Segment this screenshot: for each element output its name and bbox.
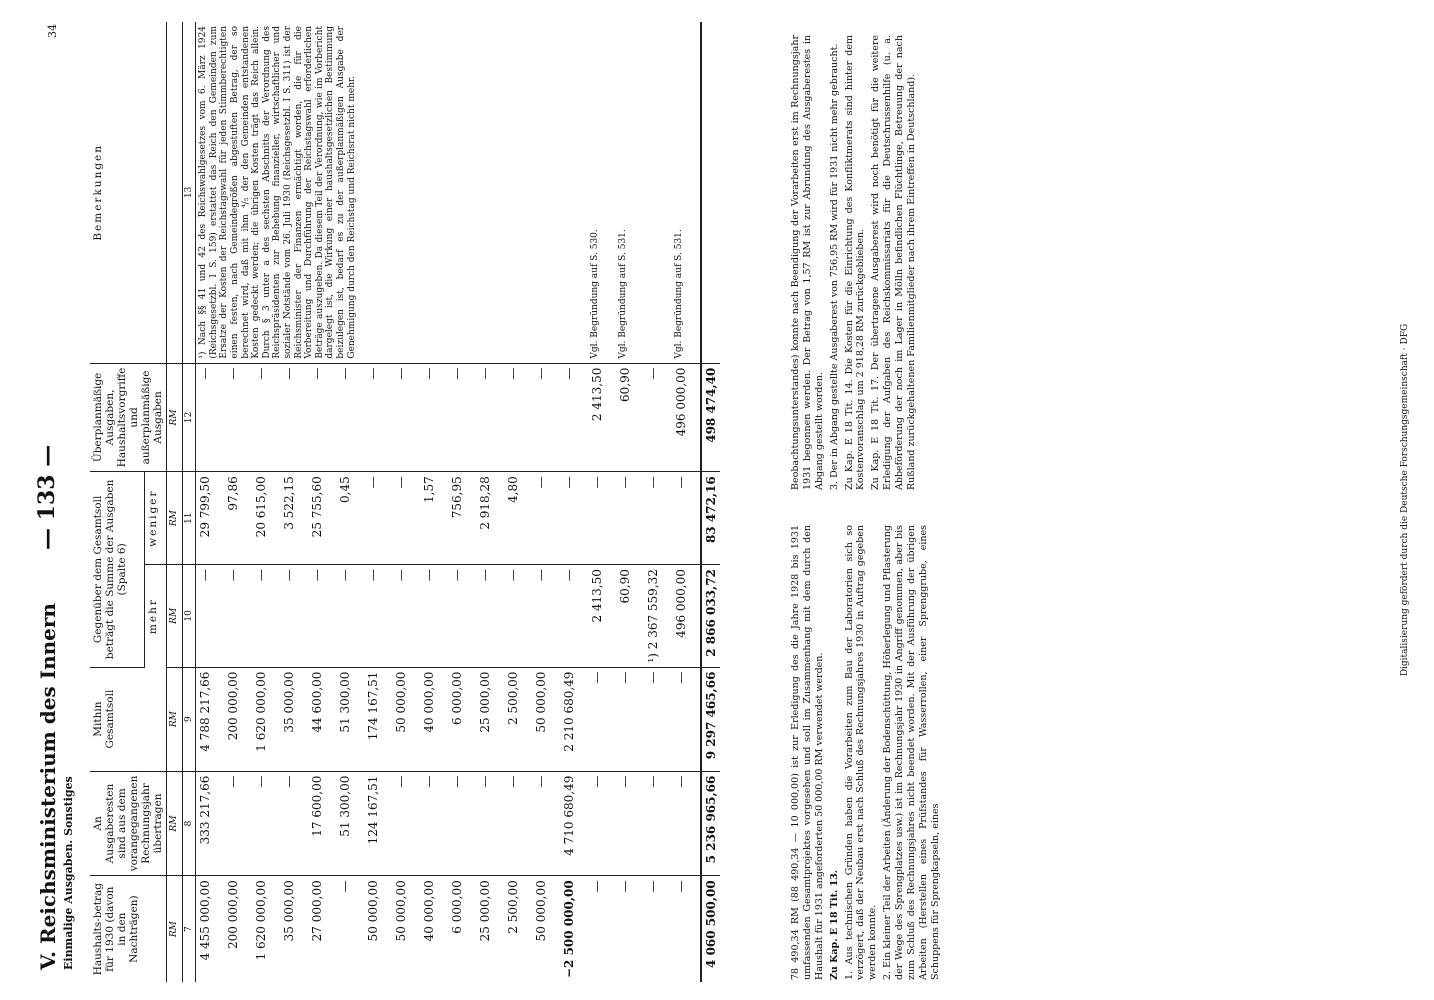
- unit-label: RM: [167, 565, 182, 667]
- cell-c12: —: [560, 363, 588, 472]
- cell-c7: —: [674, 880, 689, 893]
- cell-c11: —: [560, 472, 588, 565]
- cell-c9: 51 300,00: [336, 667, 364, 771]
- cell-c7: —: [338, 880, 353, 893]
- col-number: 10: [182, 565, 195, 667]
- col-header-10: mehr: [144, 565, 167, 667]
- col-number: 11: [182, 472, 195, 565]
- cell-c7: 50 000,00: [366, 880, 381, 942]
- page-ref: 34: [46, 24, 59, 38]
- cell-c12: 60,90: [616, 363, 644, 472]
- cell-c10: —: [252, 565, 280, 667]
- col-header-9: Mithin Gesamtsoll: [90, 667, 167, 771]
- cell-c10: —: [532, 565, 560, 667]
- cell-c7: 27 000,00: [310, 880, 325, 942]
- cell-c9: 40 000,00: [420, 667, 448, 771]
- cell-c10: —: [196, 565, 225, 667]
- remark-cell: Vgl. Begründung auf S. 531.: [672, 22, 701, 363]
- chapter-heading: Zu Kap. E 18 Tit. 13.: [828, 869, 840, 980]
- total-c11: 83 472,16: [701, 472, 720, 565]
- cell-c11: 20 615,00: [252, 472, 280, 565]
- note-paragraph: Zu Kap. E 18 Tit. 14. Die Kosten für die Einrichtung des Konfliktmerats sind hinter dem Kostenvoranschlag um 2 918,28 RM zurückgeblieben.: [843, 35, 867, 490]
- cell-c7: −2 500 000,00: [562, 880, 577, 978]
- unit-label: RM: [167, 771, 182, 876]
- cell-c8: —: [588, 771, 616, 876]
- cell-c12: —: [364, 363, 392, 472]
- cell-c8: —: [252, 771, 280, 876]
- cell-c8: 51 300,00: [336, 771, 364, 876]
- cell-c7: 50 000,00: [534, 880, 549, 942]
- section-subtitle: Einmalige Ausgaben. Sonstiges: [62, 776, 75, 970]
- notes-left-column: [790, 525, 945, 980]
- cell-c7: 25 000,00: [478, 880, 493, 942]
- remark-footnote: ¹) Nach §§ 41 und 42 des Reichswahlgesetzes vom 6. März 1924 (Reichsgesetzbl. I S. 159) erstattet das Reich den Gemeinden zum Ersatze der Kosten der Reichstagswahl für jeden Stimmberechtigten einen festen, nach Gemeindegrößen abgestuften Betrag, der so berechnet wird, daß mit ihm ⁴/₅ der den Gemeinden entstandenen Kosten gedeckt werden; die übrigen Kosten trägt das Reich allein. Durch § 3 unter a des sechsten Abschnitts der Verordnung des Reichspräsidenten zur Behebung finanzieller, wirtschaftlicher und sozialer Notstände vom 26. Juli 1930 (Reichsgesetzbl. I S. 311) ist der Reichsminister der Finanzen ermächtigt worden, die für die Vorbereitung und Durchführung der Reichstagswahl erforderlichen Beträge auszugeben. Da diesem Teil der Verordnung, wie im Vorbericht dargelegt ist, die Wirkung einer haushaltsgesetzlichen Bestimmung beizulegen ist, bedarf es zu der außerplanmäßigen Ausgabe der Genehmigung durch den Reichstag und Reichsrat nicht mehr.: [196, 22, 589, 363]
- cell-c11: —: [672, 472, 701, 565]
- total-row: [701, 22, 720, 982]
- note-paragraph: 1. Aus technischen Gründen haben die Vorarbeiten zum Bau der Laboratorien sich so verzögert, daß der Neubau erst nach Schluß des Rechnungsjahres 1930 in Auftrag gegeben werden konnte.: [843, 525, 879, 980]
- unit-label: RM: [167, 876, 182, 982]
- cell-c9: 35 000,00: [280, 667, 308, 771]
- cell-c8: —: [672, 771, 701, 876]
- col-number: 13: [182, 22, 195, 363]
- cell-c10: —: [560, 565, 588, 667]
- table-row: [588, 22, 616, 982]
- cell-c9: 25 000,00: [476, 667, 504, 771]
- cell-c10: 496 000,00: [672, 565, 701, 667]
- budget-table: [90, 22, 720, 982]
- cell-c10: —: [308, 565, 336, 667]
- cell-c10: —: [504, 565, 532, 667]
- col-header-12: Überplanmäßige Ausgaben, Haushaltsvorgriffe und außerplanmäßige Ausgaben: [90, 363, 167, 472]
- cell-c10: —: [224, 565, 252, 667]
- cell-c12: 496 000,00: [672, 363, 701, 472]
- table-row: [196, 22, 225, 982]
- col-header-8: An Ausgaberesten sind aus dem vorangegangenen Rechnungsjahr übertragen: [90, 771, 167, 876]
- cell-c7: 2 500,00: [506, 880, 521, 934]
- total-c7: 4 060 500,00: [701, 876, 720, 982]
- ministry-title: V. Reichsministerium des Innern: [36, 603, 60, 970]
- cell-c7: 200 000,00: [226, 880, 241, 949]
- cell-c7: 50 000,00: [394, 880, 409, 942]
- note-paragraph: 2. Ein kleiner Teil der Arbeiten (Änderung der Bodenschüttung, Höherlegung und Pflasterung der Wege des Sprengplatzes usw.) ist im Rechnungsjahr 1930 in Angriff genommen, aber bis zum Schluß des Rechnungsjahres nicht beendet worden. Mit der Ausführung der übrigen Arbeiten (Herstellen eines Prüfstandes für Wasserrollen, einer Sprenggrube, eines Schuppens für Sprengkapseln, eines: [882, 525, 941, 980]
- cell-c8: —: [616, 771, 644, 876]
- cell-c12: —: [420, 363, 448, 472]
- cell-c8: 333 217,66: [196, 771, 225, 876]
- cell-c11: 1,57: [420, 472, 448, 565]
- cell-c11: 756,95: [448, 472, 476, 565]
- cell-c9: —: [616, 667, 644, 771]
- cell-c12: —: [532, 363, 560, 472]
- page-number: — 133 —: [34, 444, 60, 550]
- cell-c12: —: [224, 363, 252, 472]
- unit-label: RM: [167, 667, 182, 771]
- remark-cell: Vgl. Begründung auf S. 531.: [616, 22, 644, 363]
- total-c10: 2 866 033,72: [701, 565, 720, 667]
- cell-c11: —: [644, 472, 672, 565]
- cell-c9: 50 000,00: [532, 667, 560, 771]
- cell-c8: —: [280, 771, 308, 876]
- col-number: 8: [182, 771, 195, 876]
- cell-c12: —: [504, 363, 532, 472]
- table-row: [616, 22, 644, 982]
- cell-c12: —: [644, 363, 672, 472]
- cell-c10: ¹) 2 367 559,32: [644, 565, 672, 667]
- cell-c8: —: [392, 771, 420, 876]
- total-c8: 5 236 965,66: [701, 771, 720, 876]
- cell-c8: 17 600,00: [308, 771, 336, 876]
- col-header-13: Bemerkungen: [90, 22, 167, 363]
- cell-c7: 4 455 000,00: [198, 880, 213, 961]
- cell-c9: 200 000,00: [224, 667, 252, 771]
- note-paragraph: 3. Der in Abgang gestellte Ausgaberest von 756,95 RM wird für 1931 nicht mehr gebraucht.: [828, 43, 840, 490]
- cell-c12: —: [336, 363, 364, 472]
- cell-c12: 2 413,50: [588, 363, 616, 472]
- total-c12: 498 474,40: [701, 363, 720, 472]
- col-number: 9: [182, 667, 195, 771]
- cell-c8: 124 167,51: [364, 771, 392, 876]
- notes-right-column: [790, 35, 921, 490]
- page-header: [28, 0, 78, 1000]
- note-paragraph: 78 490,34 RM (88 490,34 — 10 000,00) ist zur Erledigung des die Jahre 1928 bis 1931 umfassenden Gesamtprojektes vorgesehen und soll im Zusammenhang mit dem durch den Haushalt für 1931 angeforderten 50 000,00 RM verwendet werden.: [790, 525, 825, 980]
- cell-c9: 2 500,00: [504, 667, 532, 771]
- total-c9: 9 297 465,66: [701, 667, 720, 771]
- digitization-stamp: Digitalisierung gefördert durch die Deutsche Forschungsgemeinschaft · DFG: [1400, 323, 1410, 677]
- cell-c10: 2 413,50: [588, 565, 616, 667]
- cell-c11: 2 918,28: [476, 472, 504, 565]
- cell-c9: 6 000,00: [448, 667, 476, 771]
- note-paragraph: Zu Kap. E 18 Tit. 17. Der übertragene Ausgaberest wird noch benötigt für die weitere Erledigung der Aufgaben des Reichskommissariats für die Deutschrussenhilfe (u. a. Abbeförderung der noch im Lager in Mölln befindlichen Flüchtlinge, Betreuung der nach Rußland zurückgehaltenen Familienmitglieder nach ihrem Eintreffen in Deutschland).: [870, 35, 917, 490]
- cell-c12: —: [280, 363, 308, 472]
- remark-cell: [644, 22, 672, 363]
- cell-c12: —: [392, 363, 420, 472]
- cell-c9: 4 788 217,66: [196, 667, 225, 771]
- cell-c11: —: [392, 472, 420, 565]
- cell-c8: —: [448, 771, 476, 876]
- cell-c12: —: [308, 363, 336, 472]
- col-number: 7: [182, 876, 195, 982]
- cell-c10: 60,90: [616, 565, 644, 667]
- section-title: [36, 603, 75, 970]
- col-number: 12: [182, 363, 195, 472]
- cell-c11: 25 755,60: [308, 472, 336, 565]
- unit-label: RM: [167, 472, 182, 565]
- unit-label: RM: [167, 363, 182, 472]
- cell-c8: —: [644, 771, 672, 876]
- cell-c10: —: [336, 565, 364, 667]
- cell-c12: —: [448, 363, 476, 472]
- cell-c11: —: [532, 472, 560, 565]
- cell-c11: 4,80: [504, 472, 532, 565]
- cell-c11: 0,45: [336, 472, 364, 565]
- cell-c10: —: [476, 565, 504, 667]
- cell-c10: —: [420, 565, 448, 667]
- cell-c11: 97,86: [224, 472, 252, 565]
- cell-c9: —: [644, 667, 672, 771]
- cell-c9: 174 167,51: [364, 667, 392, 771]
- cell-c9: —: [672, 667, 701, 771]
- cell-c9: 50 000,00: [392, 667, 420, 771]
- cell-c8: 4 710 680,49: [560, 771, 588, 876]
- table-row: [672, 22, 701, 982]
- cell-c10: —: [364, 565, 392, 667]
- cell-c8: —: [476, 771, 504, 876]
- cell-c7: 35 000,00: [282, 880, 297, 942]
- col-header-group-10-11: Gegenüber dem Gesamtsoll beträgt die Summe der Ausgaben (Spalte 6): [90, 472, 144, 667]
- cell-c9: 44 600,00: [308, 667, 336, 771]
- cell-c9: 1 620 000,00: [252, 667, 280, 771]
- total-remark: [701, 22, 720, 363]
- cell-c8: —: [532, 771, 560, 876]
- cell-c7: —: [646, 880, 661, 893]
- cell-c11: —: [588, 472, 616, 565]
- cell-c8: —: [504, 771, 532, 876]
- cell-c11: 3 522,15: [280, 472, 308, 565]
- col-header-11: weniger: [144, 472, 167, 565]
- remark-cell: Vgl. Begründung auf S. 530.: [588, 22, 616, 363]
- cell-c7: —: [618, 880, 633, 893]
- cell-c12: —: [476, 363, 504, 472]
- cell-c12: —: [196, 363, 225, 472]
- cell-c7: 40 000,00: [422, 880, 437, 942]
- cell-c9: —: [588, 667, 616, 771]
- cell-c10: —: [448, 565, 476, 667]
- col-header-7: Haushalts-betrag für 1930 (davon in den Nachträgen): [90, 876, 167, 982]
- cell-c11: —: [364, 472, 392, 565]
- table-row: [644, 22, 672, 982]
- cell-c11: 29 799,50: [196, 472, 225, 565]
- cell-c10: —: [280, 565, 308, 667]
- cell-c7: —: [590, 880, 605, 893]
- cell-c7: 6 000,00: [450, 880, 465, 934]
- cell-c8: —: [420, 771, 448, 876]
- cell-c9: 2 210 680,49: [560, 667, 588, 771]
- cell-c8: —: [224, 771, 252, 876]
- note-paragraph: Beobachtungsunterstandes) konnte nach Beendigung der Vorarbeiten erst im Rechnungsjahr 1931 begonnen werden. Der Betrag von 1,57 RM ist zur Abrundung des Ausgaberestes in Abgang gestellt worden.: [790, 35, 825, 490]
- cell-c7: 1 620 000,00: [254, 880, 269, 961]
- cell-c11: —: [616, 472, 644, 565]
- cell-c12: —: [252, 363, 280, 472]
- cell-c10: —: [392, 565, 420, 667]
